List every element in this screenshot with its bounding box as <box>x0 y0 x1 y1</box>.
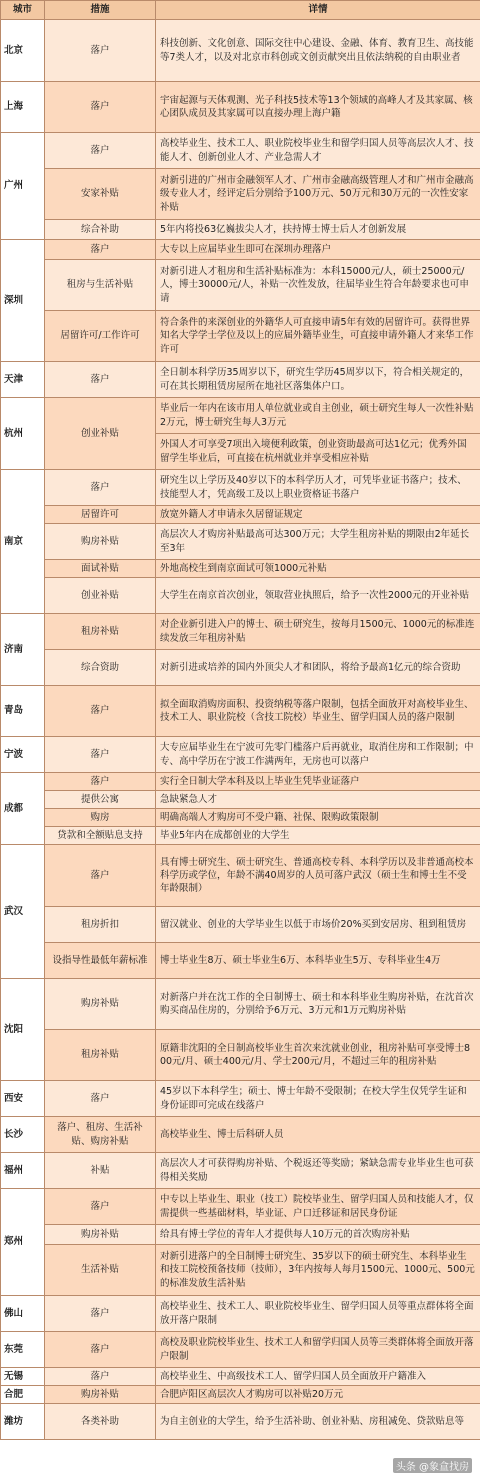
measure-cell: 租房与生活补贴 <box>45 260 156 311</box>
measure-cell: 安家补贴 <box>45 169 156 220</box>
detail-cell: 高校毕业生、中高级技术工人、留学归国人员全面放开户籍准入 <box>156 1368 480 1386</box>
detail-cell: 急缺紧急人才 <box>156 791 480 809</box>
city-cell: 上海 <box>1 82 45 133</box>
measure-cell: 落户 <box>45 1189 156 1225</box>
city-cell: 合肥 <box>1 1386 45 1404</box>
city-cell: 北京 <box>1 20 45 82</box>
city-cell: 深圳 <box>1 240 45 362</box>
measure-cell: 落户 <box>45 1296 156 1332</box>
city-cell: 郑州 <box>1 1189 45 1296</box>
measure-cell: 提供公寓 <box>45 791 156 809</box>
measure-cell: 设指导性最低年薪标准 <box>45 943 156 979</box>
header-detail: 详情 <box>156 1 480 20</box>
detail-cell: 对新引进的广州市金融领军人才、广州市金融高级管理人才和广州市金融高级专业人才，经评定后分别给予100万元、50万元和30万元的一次性安家补贴 <box>156 169 480 220</box>
detail-cell: 宇宙起源与天体观测、光子科技5技术等13个领域的高峰人才及其家属、核心团队成员及其家属可以直接办理上海户籍 <box>156 82 480 133</box>
header-city: 城市 <box>1 1 45 20</box>
detail-cell: 合肥庐阳区高层次人才购房可以补贴20万元 <box>156 1386 480 1404</box>
detail-cell: 毕业5年内在成都创业的大学生 <box>156 827 480 845</box>
measure-cell: 购房补贴 <box>45 1225 156 1245</box>
city-cell: 西安 <box>1 1081 45 1117</box>
detail-cell: 对企业新引进入户的博士、硕士研究生，按每月1500元、1000元的标准连续发放三年租房补贴 <box>156 614 480 650</box>
city-cell: 潍坊 <box>1 1404 45 1440</box>
detail-cell: 放宽外籍人才申请永久居留证规定 <box>156 506 480 524</box>
measure-cell: 创业补贴 <box>45 398 156 470</box>
measure-cell: 创业补贴 <box>45 578 156 614</box>
measure-cell: 落户 <box>45 773 156 791</box>
measure-cell: 租房补贴 <box>45 1030 156 1081</box>
city-cell: 天津 <box>1 362 45 398</box>
measure-cell: 落户 <box>45 133 156 169</box>
measure-cell: 落户 <box>45 1081 156 1117</box>
measure-cell: 购房补贴 <box>45 1386 156 1404</box>
detail-cell: 留汉就业、创业的大学毕业生以低于市场价20%买到安居房、租到租赁房 <box>156 907 480 943</box>
measure-cell: 居留许可 <box>45 506 156 524</box>
detail-cell: 中专以上毕业生、职业（技工）院校毕业生、留学归国人员和技能人才，仅需提供一些基础材料，毕业证、户口迁移证和居民身份证 <box>156 1189 480 1225</box>
city-cell: 武汉 <box>1 845 45 979</box>
detail-cell: 具有博士研究生、硕士研究生、普通高校专科、本科学历以及非普通高校本科学历或学位，年龄不满40周岁的人员可落户武汉（硕士生和博士生不受年龄限制） <box>156 845 480 907</box>
measure-cell: 补贴 <box>45 1153 156 1189</box>
measure-cell: 居留许可/工作许可 <box>45 311 156 362</box>
measure-cell: 落户 <box>45 20 156 82</box>
measure-cell: 购房补贴 <box>45 524 156 560</box>
detail-cell: 外国人才可享受7项出入境便利政策，创业资助最高可达1亿元；优秀外国留学生毕业后，可直接在杭州就业并享受相应补贴 <box>156 434 480 470</box>
detail-cell: 对新引进落户的全日制博士研究生、35岁以下的硕士研究生、本科毕业生和技工院校预备技师（技师），3年内按每人每月1500元、1000元、500元的标准发放生活补贴 <box>156 1245 480 1296</box>
measure-cell: 落户 <box>45 362 156 398</box>
measure-cell: 落户 <box>45 1332 156 1368</box>
measure-cell: 落户 <box>45 240 156 260</box>
detail-cell: 毕业后一年内在该市用人单位就业或自主创业，硕士研究生每人一次性补贴2万元，博士研究生每人3万元 <box>156 398 480 434</box>
city-cell: 杭州 <box>1 398 45 470</box>
city-cell: 佛山 <box>1 1296 45 1332</box>
detail-cell: 为自主创业的大学生，给予生活补助、创业补贴、房租减免、贷款贴息等 <box>156 1404 480 1440</box>
measure-cell: 面试补贴 <box>45 560 156 578</box>
detail-cell: 高校及职业院校毕业生、技术工人和留学归国人员等三类群体将全面放开落户限制 <box>156 1332 480 1368</box>
city-cell: 无锡 <box>1 1368 45 1386</box>
measure-cell: 落户 <box>45 737 156 773</box>
measure-cell: 落户 <box>45 686 156 737</box>
city-cell: 成都 <box>1 773 45 845</box>
city-cell: 宁波 <box>1 737 45 773</box>
city-cell: 长沙 <box>1 1117 45 1153</box>
measure-cell: 落户 <box>45 470 156 506</box>
measure-cell: 购房 <box>45 809 156 827</box>
detail-cell: 实行全日制大学本科及以上毕业生凭毕业证落户 <box>156 773 480 791</box>
detail-cell: 博士毕业生8万、硕士毕业生6万、本科毕业生5万、专科毕业生4万 <box>156 943 480 979</box>
city-cell: 沈阳 <box>1 979 45 1081</box>
measure-cell: 租房折扣 <box>45 907 156 943</box>
measure-cell: 租房补贴 <box>45 614 156 650</box>
detail-cell: 大学生在南京首次创业，领取营业执照后，给予一次性2000元的开业补贴 <box>156 578 480 614</box>
detail-cell: 高层次人才购房补贴最高可达300万元；大学生租房补贴的期限由2年延长至3年 <box>156 524 480 560</box>
detail-cell: 全日制本科学历35周岁以下，研究生学历45周岁以下，符合相关规定的，可在其长期租赁房屋所在地社区落集体户口。 <box>156 362 480 398</box>
detail-cell: 高层次人才可获得购房补贴、个税返还等奖励；紧缺急需专业毕业生也可获得相关奖励 <box>156 1153 480 1189</box>
detail-cell: 符合条件的来深创业的外籍华人可直接申请5年有效的居留许可。获得世界知名大学学士学位及以上的应届外籍毕业生，可直接申请外籍人才来华工作许可 <box>156 311 480 362</box>
detail-cell: 大专以上应届毕业生即可在深圳办理落户 <box>156 240 480 260</box>
detail-cell: 对新引进或培养的国内外顶尖人才和团队，将给予最高1亿元的综合资助 <box>156 650 480 686</box>
city-cell: 青岛 <box>1 686 45 737</box>
header-row <box>1 1 480 20</box>
detail-cell: 科技创新、文化创意、国际交往中心建设、金融、体育、教育卫生、高技能等7类人才，以及对北京市科创或文创贡献突出且依法纳税的自由职业者 <box>156 20 480 82</box>
measure-cell: 贷款和全额贴息支持 <box>45 827 156 845</box>
city-cell: 南京 <box>1 470 45 614</box>
detail-cell: 明确高端人才购房可不受户籍、社保、限购政策限制 <box>156 809 480 827</box>
detail-cell: 研究生以上学历及40岁以下的本科学历人才，可凭毕业证书落户；技术、技能型人才，凭高级工及以上职业资格证书落户 <box>156 470 480 506</box>
detail-cell: 对新引进人才租房和生活补贴标准为：本科15000元/人，硕士25000元/人，博士30000元/人，补贴一次性发放，往届毕业生符合年龄要求也可申请 <box>156 260 480 311</box>
measure-cell: 落户 <box>45 1368 156 1386</box>
detail-cell: 外地高校生到南京面试可领1000元补贴 <box>156 560 480 578</box>
city-cell: 济南 <box>1 614 45 686</box>
measure-cell: 综合补助 <box>45 220 156 240</box>
measure-cell: 综合资助 <box>45 650 156 686</box>
measure-cell: 生活补贴 <box>45 1245 156 1296</box>
detail-cell: 高校毕业生、技术工人、职业院校毕业生、留学归国人员等重点群体将全面放开落户限制 <box>156 1296 480 1332</box>
detail-cell: 高校毕业生、博士后科研人员 <box>156 1117 480 1153</box>
detail-cell: 高校毕业生、技术工人、职业院校毕业生和留学归国人员等高层次人才、技能人才、创新创业人才、产业急需人才 <box>156 133 480 169</box>
watermark: 头条 @象盒找房 <box>393 1458 472 1473</box>
detail-cell: 大专应届毕业生在宁波可先零门槛落户后再就业，取消住房和工作限制；中专、高中学历在宁波工作满两年，无房也可以落户 <box>156 737 480 773</box>
detail-cell: 对新落户并在沈工作的全日制博士、硕士和本科毕业生购房补贴，在沈首次购买商品住房的，分别给予6万元、3万元和1万元购房补贴 <box>156 979 480 1030</box>
measure-cell: 购房补贴 <box>45 979 156 1030</box>
detail-cell: 5年内将投63亿巍拔尖人才，扶持博士博士后人才创新发展 <box>156 220 480 240</box>
header-measure: 措施 <box>45 1 156 20</box>
detail-cell: 给具有博士学位的青年人才提供每人10万元的首次购房补贴 <box>156 1225 480 1245</box>
measure-cell: 落户 <box>45 845 156 907</box>
measure-cell: 落户、租房、生活补贴、购房补贴 <box>45 1117 156 1153</box>
measure-cell: 落户 <box>45 82 156 133</box>
detail-cell: 45岁以下本科学生；硕士、博士年龄不受限制；在校大学生仅凭学生证和身份证即可完成在线落户 <box>156 1081 480 1117</box>
detail-cell: 原籍非沈阳的全日制高校毕业生首次来沈就业创业，租房补贴可享受博士800元/月、硕士400元/月、学士200元/月，不超过三年的租房补贴 <box>156 1030 480 1081</box>
city-cell: 广州 <box>1 133 45 240</box>
detail-cell: 拟全面取消购房面积、投资纳税等落户限制，包括全面放开对高校毕业生、技术工人、职业院校（含技工院校）毕业生、留学归国人员的落户限制 <box>156 686 480 737</box>
measure-cell: 各类补助 <box>45 1404 156 1440</box>
city-cell: 福州 <box>1 1153 45 1189</box>
city-cell: 东莞 <box>1 1332 45 1368</box>
